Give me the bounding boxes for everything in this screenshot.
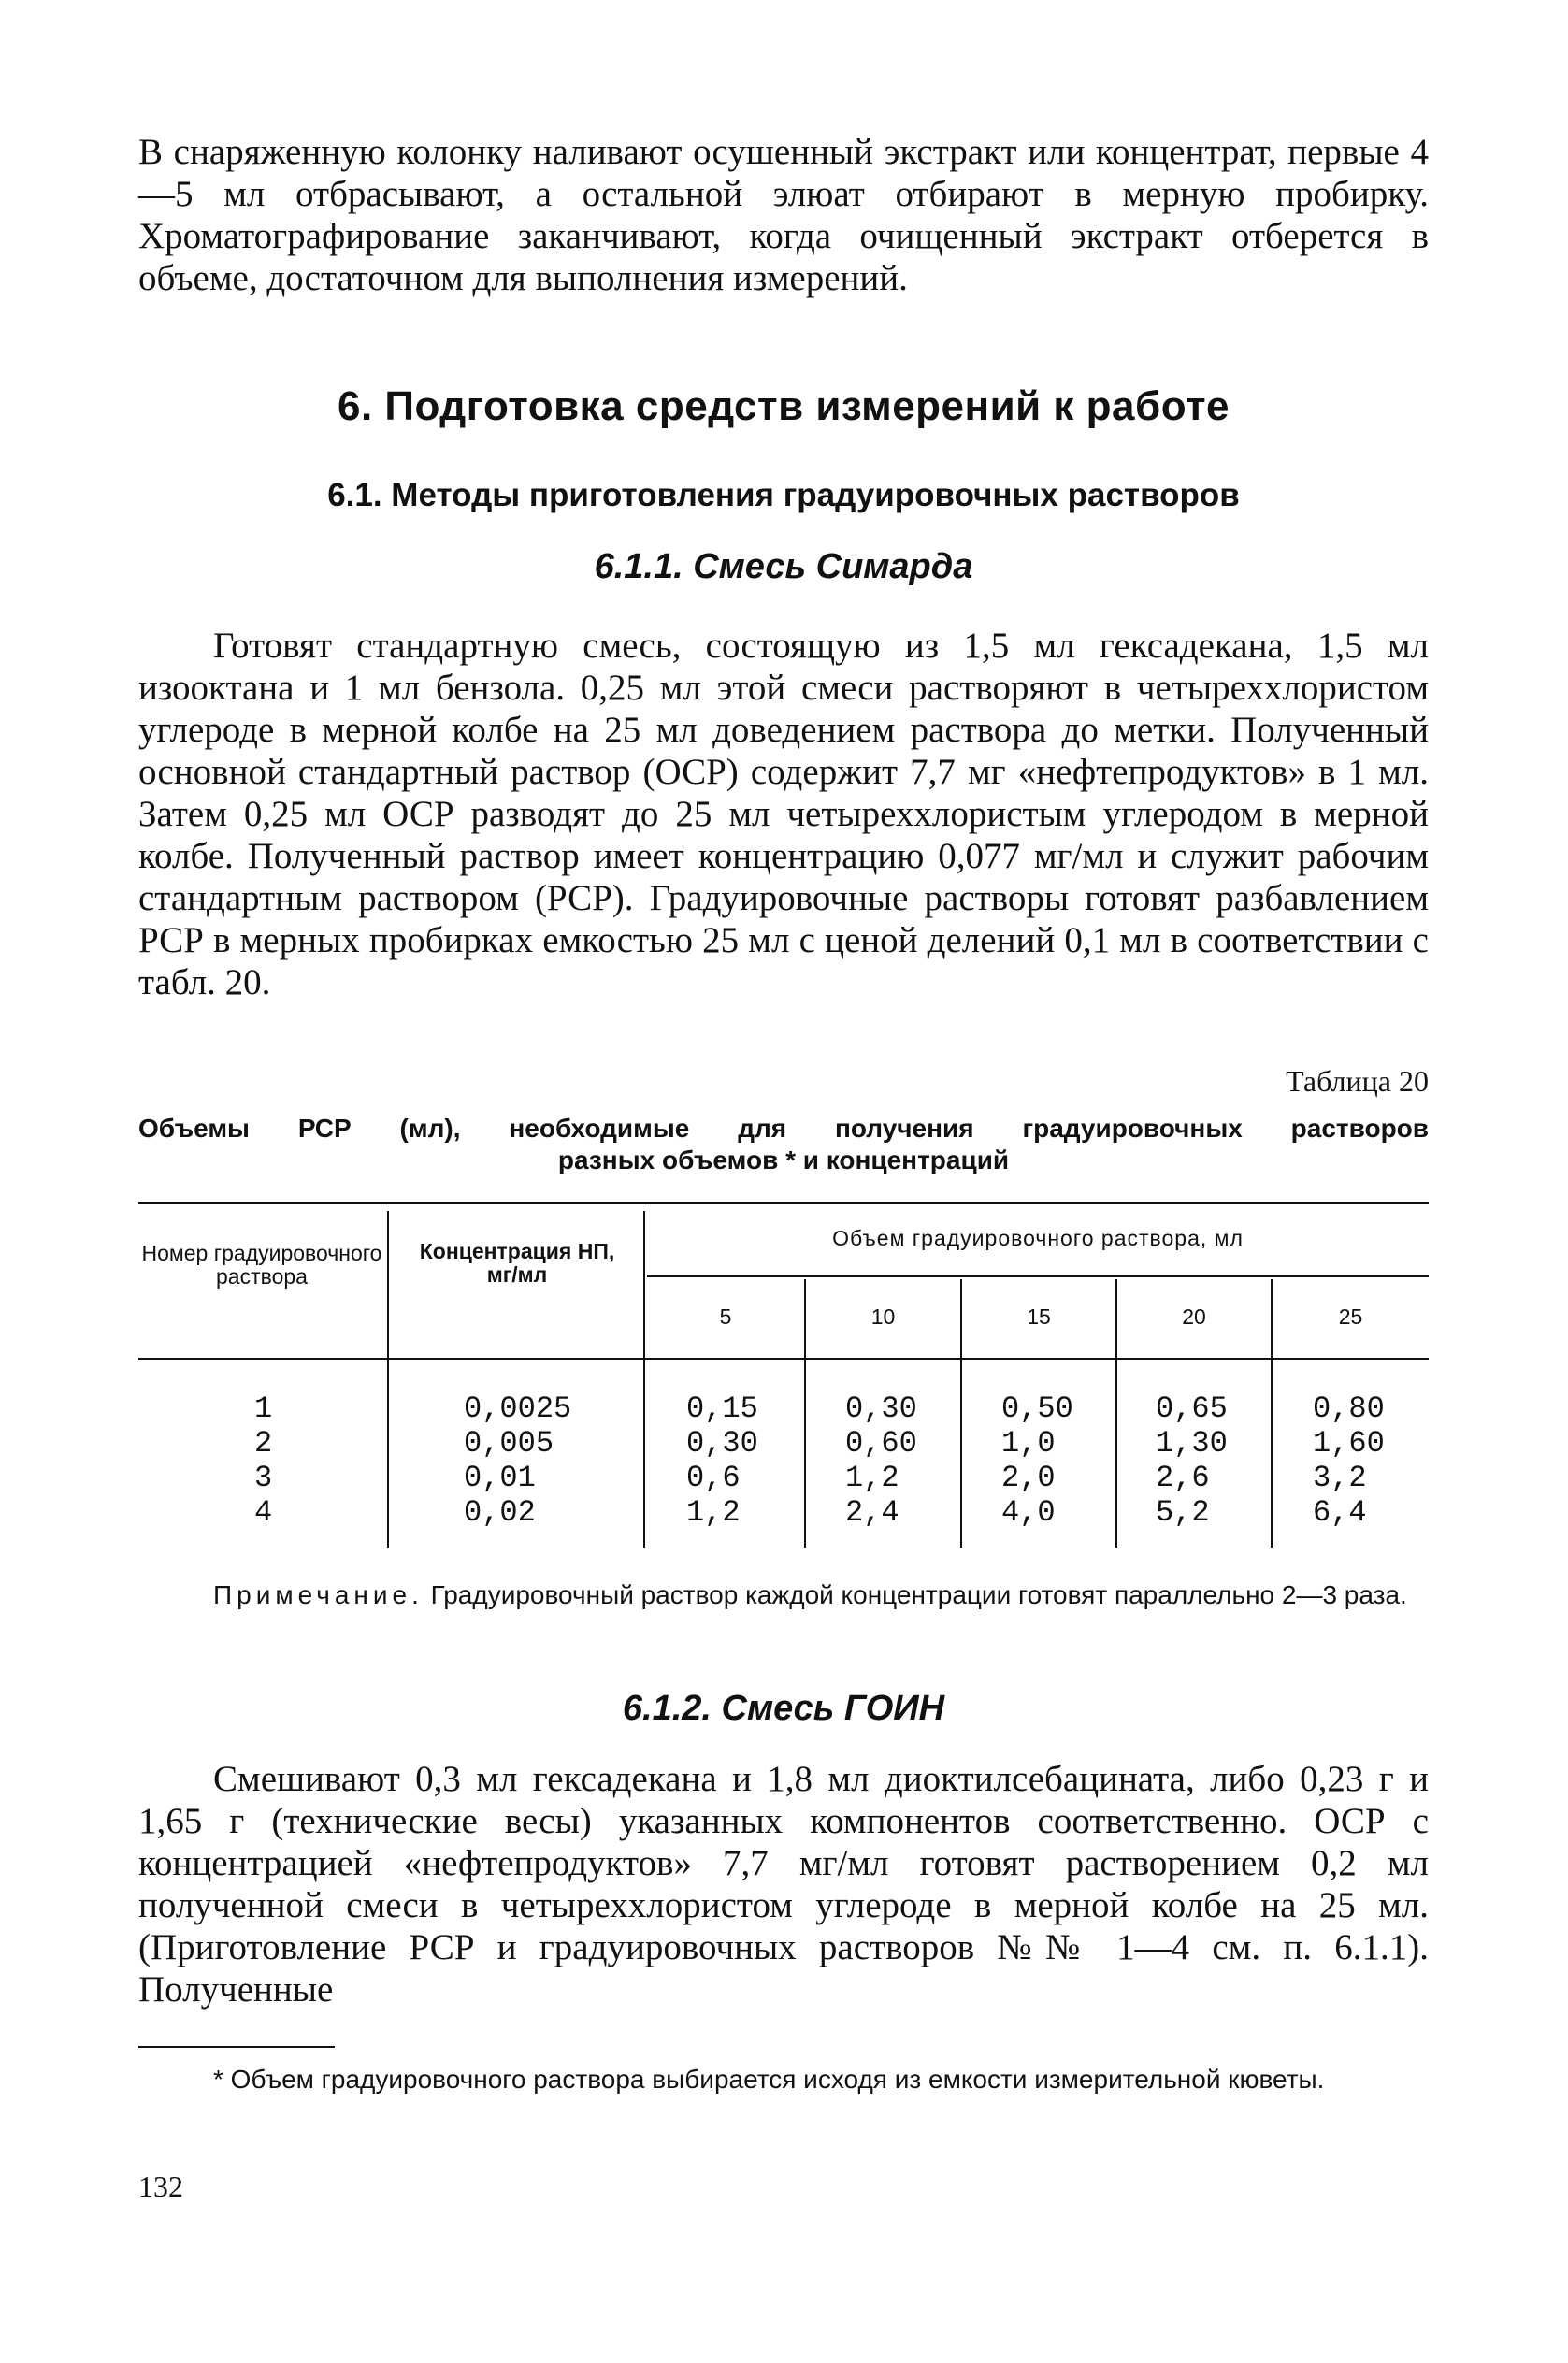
volume-header: 15 bbox=[1027, 1304, 1051, 1329]
table-title bbox=[138, 1113, 1429, 1176]
table-top-rule bbox=[138, 1202, 1429, 1204]
cells-number: 1 2 3 4 bbox=[254, 1391, 273, 1530]
table-header-rule bbox=[138, 1358, 1429, 1360]
header-volume: Объем градуировочного раствора, мл bbox=[832, 1226, 1244, 1250]
volume-header: 5 bbox=[719, 1304, 732, 1329]
volume-header: 10 bbox=[870, 1304, 896, 1329]
note-text: Градуировочный раствор каждой концентрации готовят параллельно 2—3 раза. bbox=[423, 1580, 1407, 1609]
table-divider bbox=[643, 1211, 645, 1548]
intro-paragraph: В снаряженную колонку наливают осушенный экстракт или концентрат, первые 4—5 мл отбрасывают, а остальной элюат отбирают в мерную пробирку. Хроматографирование заканчивают, когда очищенный экстракт отберется в объеме, достаточном для выполнения измерений. bbox=[138, 132, 1429, 298]
footnote-rule bbox=[138, 2046, 335, 2048]
footnote: * Объем градуировочного раствора выбирается исходя из емкости измерительной кюветы. bbox=[213, 2065, 1325, 2094]
table-title-line2: разных объемов * и концентраций bbox=[557, 1145, 1010, 1174]
goin-heading: 6.1.2. Смесь ГОИН bbox=[622, 1689, 945, 1728]
page-number: 132 bbox=[138, 2169, 183, 2203]
volume-header: 20 bbox=[1182, 1304, 1206, 1329]
goin-paragraph: Смешивают 0,3 мл гексадекана и 1,8 мл диоктилсебацината, либо 0,23 г и 1,65 г (технические весы) указанных компонентов соответственно. ОСР с концентрацией «нефтепродуктов» 7,7 мг/мл готовят растворением 0,2 мл полученной смеси в четыреххлористом углероде в мерной колбе на 25 мл. (Приготовление РСР и градуировочных растворов №№ 1—4 см. п. 6.1.1). Полученные bbox=[138, 1759, 1429, 2010]
cells-volume-25: 0,80 1,60 3,2 6,4 bbox=[1313, 1391, 1385, 1530]
simard-heading: 6.1.1. Смесь Симарда bbox=[594, 547, 973, 586]
cells-concentration: 0,0025 0,005 0,01 0,02 bbox=[464, 1391, 572, 1530]
note-prefix: Примечание. bbox=[213, 1580, 424, 1609]
section-heading: 6. Подготовка средств измерений к работе bbox=[337, 383, 1230, 429]
cells-volume-20: 0,65 1,30 2,6 5,2 bbox=[1156, 1391, 1228, 1530]
table-divider bbox=[387, 1211, 389, 1548]
simard-paragraph: Готовят стандартную смесь, состоящую из 1,5 мл гексадекана, 1,5 мл изооктана и 1 мл бензола. 0,25 мл этой смеси растворяют в четыреххлористом углероде в мерной колбе на 25 мл доведением раствора до метки. Полученный основной стандартный раствор (ОСР) содержит 7,7 мг «нефтепродуктов» в 1 мл. Затем 0,25 мл ОСР разводят до 25 мл четыреххлористым углеродом в мерной колбе. Полученный раствор имеет концентрацию 0,077 мг/мл и служит рабочим стандартным раствором (РСР). Градуировочные растворы готовят разбавлением РСР в мерных пробирках емкостью 25 мл с ценой делений 0,1 мл в соответствии с табл. 20. bbox=[138, 626, 1429, 1002]
cells-volume-10: 0,30 0,60 1,2 2,4 bbox=[845, 1391, 917, 1530]
cells-volume-15: 0,50 1,0 2,0 4,0 bbox=[1001, 1391, 1073, 1530]
table-label: Таблица 20 bbox=[1286, 1064, 1429, 1098]
header-concentration: Концентрация НП, мг/мл bbox=[419, 1239, 615, 1287]
table-subheader-rule bbox=[647, 1275, 1429, 1277]
table-title-line1: Объемы РСР (мл), необходимые для получения градуировочных растворов bbox=[138, 1114, 1429, 1143]
table-note bbox=[138, 1577, 1429, 1613]
header-number: Номер градуировочного раствора bbox=[141, 1241, 382, 1289]
cells-volume-5: 0,15 0,30 0,6 1,2 bbox=[686, 1391, 758, 1530]
subsection-heading: 6.1. Методы приготовления градуировочных растворов bbox=[327, 477, 1240, 513]
volume-header: 25 bbox=[1338, 1304, 1363, 1329]
